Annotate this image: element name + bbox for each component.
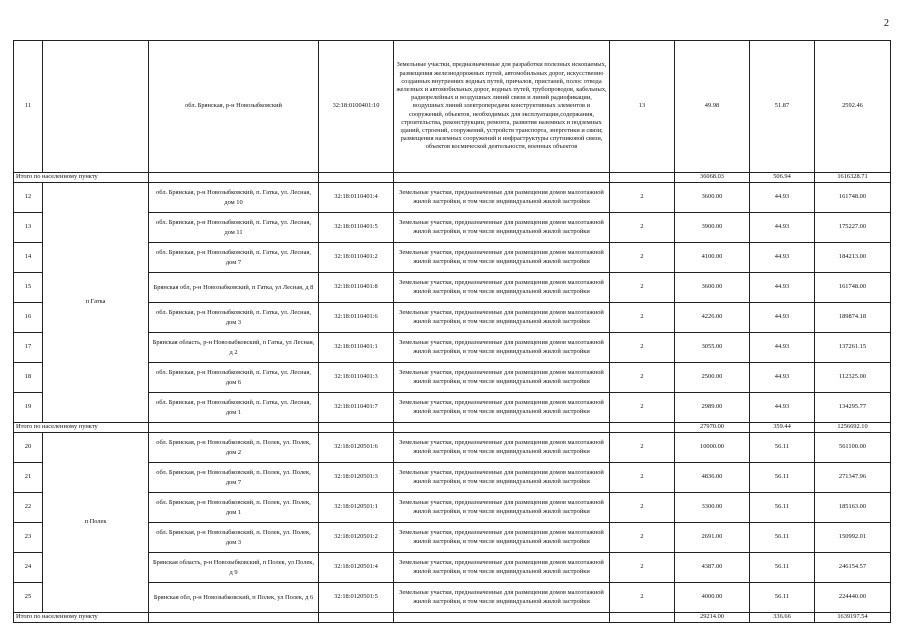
cadastral-value: 224440.00 bbox=[815, 583, 891, 613]
rate-value: 56.11 bbox=[750, 433, 815, 463]
rate-value: 56.11 bbox=[750, 463, 815, 493]
group-number: 2 bbox=[610, 493, 675, 523]
cadastral-value: 134295.77 bbox=[815, 393, 891, 423]
cadastral-number: 32:18:0120501:6 bbox=[319, 433, 394, 463]
cadastral-number: 32:18:0110401:8 bbox=[319, 273, 394, 303]
cadastral-value: 561100.00 bbox=[815, 433, 891, 463]
address-cell: Брянская область, р-н Новозыбковский, п Гатка, ул Лесная, д 2 bbox=[149, 333, 319, 363]
cadastral-value: 246154.57 bbox=[815, 553, 891, 583]
rate-value: 56.11 bbox=[750, 493, 815, 523]
address-cell: обл. Брянская, р-н Новозыбковский, п. Полек, ул. Полек, дом 2 bbox=[149, 433, 319, 463]
locality-cell bbox=[43, 41, 149, 173]
cadastral-number: 32:18:0110401:5 bbox=[319, 213, 394, 243]
cadastral-value: 161748.00 bbox=[815, 273, 891, 303]
address-cell: обл. Брянская, р-н Новозыбковский, п. Полек, ул. Полек, дом 1 bbox=[149, 493, 319, 523]
address-cell: обл. Брянская, р-н Новозыбковский, п. Гатка, ул. Лесная, дом 11 bbox=[149, 213, 319, 243]
total-area: 36068.03 bbox=[675, 173, 750, 183]
cadastral-number: 32:18:0110401:3 bbox=[319, 363, 394, 393]
address-cell: обл. Брянская, р-н Новозыбковский, п. Полек, ул. Полек, дом 7 bbox=[149, 463, 319, 493]
area-value: 3055.00 bbox=[675, 333, 750, 363]
group-number: 2 bbox=[610, 333, 675, 363]
rate-value: 44.93 bbox=[750, 303, 815, 333]
rate-value: 56.11 bbox=[750, 553, 815, 583]
row-number: 23 bbox=[14, 523, 43, 553]
cadastral-value: 112325.00 bbox=[815, 363, 891, 393]
area-value: 2500.00 bbox=[675, 363, 750, 393]
address-cell: обл. Брянская, р-н Новозыбковский bbox=[149, 41, 319, 173]
area-value: 3600.00 bbox=[675, 273, 750, 303]
total-value: 1639197.54 bbox=[815, 613, 891, 623]
cadastral-value: 185163.00 bbox=[815, 493, 891, 523]
group-number: 2 bbox=[610, 243, 675, 273]
land-use-purpose: Земельные участки, предназначенные для разработки полезных ископаемых, размещения железнодорожных путей, автомобильных дорог, искусственно созданных внутренних водных путей, причалов, пристаней, полос отвода железных и автомобильных дорог, водных путей, трубопроводов, кабельных, радиорелейных и воздушных линий связи и линий радиофикации, воздушных линий электропередачи конструктивных элементов и сооружений, объектов, необходимых для эксплуатации,содержания, строительства, реконструкции, ремонта, развития наземных и подземных зданий, строений, сооружений, устройств транспорта, энергетики и связи; размещения наземных сооружений и инфраструктуры спутниковой связи, объектов космической деятельности, военных объектов bbox=[394, 41, 610, 173]
total-area: 29214.00 bbox=[675, 613, 750, 623]
address-cell: обл. Брянская, р-н Новозыбковский, п. Полек, ул. Полек, дом 3 bbox=[149, 523, 319, 553]
address-cell: обл. Брянская, р-н Новозыбковский, п. Гатка, ул. Лесная, дом 6 bbox=[149, 363, 319, 393]
total-value: 1256692.10 bbox=[815, 423, 891, 433]
land-use-purpose: Земельные участки, предназначенные для размещения домов малоэтажной жилой застройки, в том числе индивидуальной жилой застройки bbox=[394, 243, 610, 273]
row-number: 25 bbox=[14, 583, 43, 613]
cadastral-value: 137261.15 bbox=[815, 333, 891, 363]
total-label: Итого по населенному пункту bbox=[14, 173, 149, 183]
group-number: 2 bbox=[610, 523, 675, 553]
land-use-purpose: Земельные участки, предназначенные для размещения домов малоэтажной жилой застройки, в том числе индивидуальной жилой застройки bbox=[394, 303, 610, 333]
area-value: 49.98 bbox=[675, 41, 750, 173]
group-number: 2 bbox=[610, 433, 675, 463]
table-row bbox=[14, 183, 891, 213]
cadastral-value: 161748.00 bbox=[815, 183, 891, 213]
gatka-section bbox=[14, 183, 891, 423]
cadastral-number: 32:18:0120501:5 bbox=[319, 583, 394, 613]
row-number: 11 bbox=[14, 41, 43, 173]
address-cell: обл. Брянская, р-н Новозыбковский, п. Гатка, ул. Лесная, дом 3 bbox=[149, 303, 319, 333]
total-rate: 336.66 bbox=[750, 613, 815, 623]
polek-section bbox=[14, 433, 891, 613]
cadastral-value: 271347.96 bbox=[815, 463, 891, 493]
group-number: 13 bbox=[610, 41, 675, 173]
cadastral-number: 32:18:0110401:4 bbox=[319, 183, 394, 213]
address-cell: обл. Брянская, р-н Новозыбковский, п. Гатка, ул. Лесная, дом 10 bbox=[149, 183, 319, 213]
land-register-table bbox=[13, 40, 891, 623]
cadastral-number: 32:18:0120501:3 bbox=[319, 463, 394, 493]
area-value: 4000.00 bbox=[675, 583, 750, 613]
area-value: 3600.00 bbox=[675, 183, 750, 213]
area-value: 10000.00 bbox=[675, 433, 750, 463]
cadastral-number: 32:18:0110401:7 bbox=[319, 393, 394, 423]
cadastral-number: 32:18:0120501:4 bbox=[319, 553, 394, 583]
row-number: 20 bbox=[14, 433, 43, 463]
group-number: 2 bbox=[610, 393, 675, 423]
group-number: 2 bbox=[610, 183, 675, 213]
area-value: 3300.00 bbox=[675, 493, 750, 523]
address-cell: Брянская обл, р-н Новозыбковский, п Гатка, ул Лесная, д 8 bbox=[149, 273, 319, 303]
row-number: 15 bbox=[14, 273, 43, 303]
page-number: 2 bbox=[884, 18, 889, 29]
total-area: 27970.00 bbox=[675, 423, 750, 433]
total-row bbox=[14, 173, 891, 183]
row-number: 17 bbox=[14, 333, 43, 363]
locality-name: п Полек bbox=[43, 433, 149, 613]
land-use-purpose: Земельные участки, предназначенные для размещения домов малоэтажной жилой застройки, в том числе индивидуальной жилой застройки bbox=[394, 273, 610, 303]
total-label: Итого по населенному пункту bbox=[14, 423, 149, 433]
land-use-purpose: Земельные участки, предназначенные для размещения домов малоэтажной жилой застройки, в том числе индивидуальной жилой застройки bbox=[394, 553, 610, 583]
address-cell: обл. Брянская, р-н Новозыбковский, п. Гатка, ул. Лесная, дом 1 bbox=[149, 393, 319, 423]
land-use-purpose: Земельные участки, предназначенные для размещения домов малоэтажной жилой застройки, в том числе индивидуальной жилой застройки bbox=[394, 583, 610, 613]
total-value: 1616328.71 bbox=[815, 173, 891, 183]
rate-value: 44.93 bbox=[750, 363, 815, 393]
area-value: 3900.00 bbox=[675, 213, 750, 243]
rate-value: 44.93 bbox=[750, 243, 815, 273]
land-use-purpose: Земельные участки, предназначенные для размещения домов малоэтажной жилой застройки, в том числе индивидуальной жилой застройки bbox=[394, 463, 610, 493]
land-use-purpose: Земельные участки, предназначенные для размещения домов малоэтажной жилой застройки, в том числе индивидуальной жилой застройки bbox=[394, 363, 610, 393]
address-cell: обл. Брянская, р-н Новозыбковский, п. Гатка, ул. Лесная, дом 7 bbox=[149, 243, 319, 273]
cadastral-number: 32:18:0110401:2 bbox=[319, 243, 394, 273]
area-value: 2691.00 bbox=[675, 523, 750, 553]
row-number: 12 bbox=[14, 183, 43, 213]
row-number: 14 bbox=[14, 243, 43, 273]
group-number: 2 bbox=[610, 583, 675, 613]
table-row bbox=[14, 433, 891, 463]
land-use-purpose: Земельные участки, предназначенные для размещения домов малоэтажной жилой застройки, в том числе индивидуальной жилой застройки bbox=[394, 393, 610, 423]
cadastral-value: 2592.46 bbox=[815, 41, 891, 173]
rate-value: 44.93 bbox=[750, 273, 815, 303]
address-cell: Брянская обл, р-н Новозыбковский, п Полек, ул Полек, д 6 bbox=[149, 583, 319, 613]
total-row bbox=[14, 423, 891, 433]
land-use-purpose: Земельные участки, предназначенные для размещения домов малоэтажной жилой застройки, в том числе индивидуальной жилой застройки bbox=[394, 183, 610, 213]
cadastral-number: 32:18:0120501:2 bbox=[319, 523, 394, 553]
row-number: 21 bbox=[14, 463, 43, 493]
total-label: Итого по населенному пункту bbox=[14, 613, 149, 623]
area-value: 4836.00 bbox=[675, 463, 750, 493]
cadastral-value: 175227.00 bbox=[815, 213, 891, 243]
rate-value: 51.87 bbox=[750, 41, 815, 173]
total-rate: 506.94 bbox=[750, 173, 815, 183]
total-row bbox=[14, 613, 891, 623]
row-number: 16 bbox=[14, 303, 43, 333]
rate-value: 44.93 bbox=[750, 393, 815, 423]
group-number: 2 bbox=[610, 463, 675, 493]
rate-value: 56.11 bbox=[750, 583, 815, 613]
land-use-purpose: Земельные участки, предназначенные для размещения домов малоэтажной жилой застройки, в том числе индивидуальной жилой застройки bbox=[394, 213, 610, 243]
cadastral-value: 150992.01 bbox=[815, 523, 891, 553]
row-number: 22 bbox=[14, 493, 43, 523]
area-value: 4387.00 bbox=[675, 553, 750, 583]
cadastral-value: 189874.18 bbox=[815, 303, 891, 333]
land-use-purpose: Земельные участки, предназначенные для размещения домов малоэтажной жилой застройки, в том числе индивидуальной жилой застройки bbox=[394, 333, 610, 363]
row-number: 24 bbox=[14, 553, 43, 583]
rate-value: 44.93 bbox=[750, 213, 815, 243]
group-number: 2 bbox=[610, 363, 675, 393]
rate-value: 44.93 bbox=[750, 183, 815, 213]
table-row bbox=[14, 41, 891, 173]
land-use-purpose: Земельные участки, предназначенные для размещения домов малоэтажной жилой застройки, в том числе индивидуальной жилой застройки bbox=[394, 523, 610, 553]
address-cell: Брянская область, р-н Новозыбковский, п Полек, ул Полек, д 9 bbox=[149, 553, 319, 583]
rate-value: 44.93 bbox=[750, 333, 815, 363]
cadastral-value: 184213.00 bbox=[815, 243, 891, 273]
group-number: 2 bbox=[610, 213, 675, 243]
area-value: 2989.00 bbox=[675, 393, 750, 423]
land-use-purpose: Земельные участки, предназначенные для размещения домов малоэтажной жилой застройки, в том числе индивидуальной жилой застройки bbox=[394, 433, 610, 463]
cadastral-number: 32:18:0100401:10 bbox=[319, 41, 394, 173]
group-number: 2 bbox=[610, 553, 675, 583]
row-number: 18 bbox=[14, 363, 43, 393]
area-value: 4226.00 bbox=[675, 303, 750, 333]
group-number: 2 bbox=[610, 303, 675, 333]
locality-name: п Гатка bbox=[43, 183, 149, 423]
total-rate: 359.44 bbox=[750, 423, 815, 433]
area-value: 4100.00 bbox=[675, 243, 750, 273]
cadastral-number: 32:18:0110401:6 bbox=[319, 303, 394, 333]
row-number: 19 bbox=[14, 393, 43, 423]
rate-value: 56.11 bbox=[750, 523, 815, 553]
row-number: 13 bbox=[14, 213, 43, 243]
group-number: 2 bbox=[610, 273, 675, 303]
cadastral-number: 32:18:0110401:1 bbox=[319, 333, 394, 363]
land-use-purpose: Земельные участки, предназначенные для размещения домов малоэтажной жилой застройки, в том числе индивидуальной жилой застройки bbox=[394, 493, 610, 523]
cadastral-number: 32:18:0120501:1 bbox=[319, 493, 394, 523]
